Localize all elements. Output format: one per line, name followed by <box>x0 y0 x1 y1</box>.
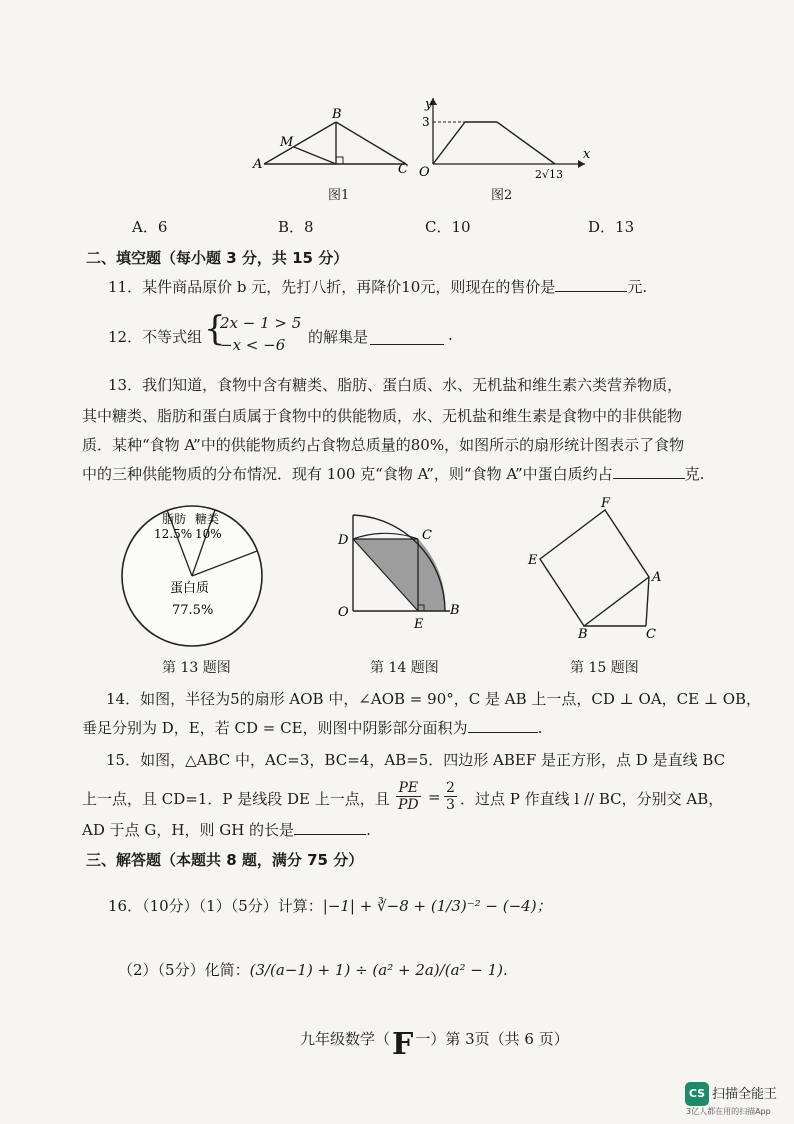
q15-line-3: AD 于点 G，H，则 GH 的长是 <box>82 821 295 839</box>
fig2-y-label: y <box>425 97 433 112</box>
question-15-line-3 <box>82 819 371 840</box>
q12-end: . <box>448 326 453 344</box>
fig2-origin: O <box>419 165 430 180</box>
pie-fat-label: 脂肪 <box>162 512 187 526</box>
figure-2 <box>415 92 595 204</box>
q15-fraction-2 <box>444 780 457 813</box>
q11-text: 11．某件商品原价 b 元，先打八折，再降价10元，则现在的售价是 <box>108 278 556 296</box>
footer-right: 一）第 3页（共 6 页） <box>415 1030 569 1048</box>
fig1-label-m: M <box>280 135 294 150</box>
figure-15 <box>522 496 672 641</box>
q10-option-d: D．13 <box>588 218 635 236</box>
question-13-last-line <box>82 463 704 484</box>
pie-chart <box>112 496 272 656</box>
q15-line-2a: 上一点，且 CD=1．P 是线段 DE 上一点，且 <box>82 790 390 808</box>
q14-answer-blank <box>468 718 538 733</box>
figure-14-drawing <box>330 504 470 634</box>
figure-15-drawing <box>522 496 672 641</box>
footer-left: 九年级数学（ <box>300 1030 391 1048</box>
pie-sugar-pct: 10% <box>195 527 222 541</box>
question-16-part-1 <box>108 895 552 916</box>
q10-option-b: B．8 <box>278 218 314 236</box>
fig15-label-f: F <box>601 496 611 511</box>
section-2-heading: 二、填空题（每小题 3 分，共 15 分） <box>86 249 349 267</box>
q13-line-3: 质．某种“食物 A”中的供能物质约占食物总质量的80%，如图所示的扇形统计图表示了食物 <box>82 436 685 454</box>
q14-line-1: 14．如图，半径为5的扇形 AOB 中，∠AOB = 90°，C 是 AB 上一点，CD ⊥ OA，CE ⊥ OB， <box>106 690 762 708</box>
q12-prefix: 12．不等式组 <box>108 328 203 346</box>
fig14-label-e: E <box>414 617 424 632</box>
q13-line-4: 中的三种供能物质的分布情况．现有 100 克“食物 A”，则“食物 A”中蛋白质约占 <box>82 465 613 483</box>
fig15-label-c: C <box>646 627 656 641</box>
q11-answer-blank <box>555 277 627 292</box>
q16-part1-prefix: 16．（10分）（1）（5分）计算： <box>108 897 323 915</box>
q12-answer-blank <box>370 330 444 345</box>
fig15-label-b: B <box>578 627 588 641</box>
scanner-subtitle: 3亿人都在用的扫描App <box>686 1107 771 1116</box>
q14-end: . <box>537 719 543 737</box>
q12-suffix: 的解集是 <box>308 328 369 346</box>
q15-eq: = <box>428 788 441 806</box>
q13-line-2: 其中糖类、脂肪和蛋白质属于食物中的供能物质，水、无机盐和维生素是食物中的非供能物 <box>82 407 683 425</box>
pie-protein-pct: 77.5% <box>172 603 214 618</box>
figure-14 <box>330 504 470 634</box>
fig1-caption: 图1 <box>328 188 350 203</box>
question-11 <box>108 276 647 297</box>
caption-14: 第 14 题图 <box>370 660 439 676</box>
q13-line-1: 13．我们知道，食物中含有糖类、脂肪、蛋白质、水、无机盐和维生素六类营养物质， <box>108 376 683 394</box>
fig14-label-d: D <box>338 533 349 548</box>
fig1-label-c: C <box>398 162 408 177</box>
q16-part1-expr: |−1| + ∛−8 + (1/3)⁻² − (−4)； <box>322 897 552 915</box>
q15-fraction <box>396 780 421 813</box>
q14-line-2: 垂足分别为 D，E，若 CD = CE，则图中阴影部分面积为 <box>82 719 468 737</box>
q15-frac-den: PD <box>398 797 419 813</box>
q12-line-1: 2x − 1 > 5 <box>220 314 302 332</box>
q13-unit: 克. <box>684 465 705 483</box>
pie-protein-label: 蛋白质 <box>170 581 210 596</box>
fig14-label-c: C <box>422 528 432 543</box>
q15-end: . <box>366 821 371 839</box>
fig15-label-a: A <box>652 570 662 585</box>
q16-part2-expr: (3/(a−1) + 1) ÷ (a² + 2a)/(a² − 1). <box>249 961 508 979</box>
fig14-label-b: B <box>450 603 460 618</box>
q15-line-2b: ．过点 P 作直线 l // BC，分别交 AB， <box>460 790 724 808</box>
q15-frac2-den: 3 <box>446 797 455 813</box>
pie-sugar-label: 糖类 <box>195 512 220 526</box>
question-16-part-2 <box>118 959 508 980</box>
fig2-three: 3 <box>422 115 430 129</box>
footer <box>300 1017 569 1062</box>
q11-unit: 元. <box>627 278 648 296</box>
fig15-label-e: E <box>528 553 538 568</box>
fig14-label-o: O <box>338 605 349 620</box>
q10-option-c: C．10 <box>425 218 471 236</box>
fig2-x-label: x <box>583 147 591 162</box>
caption-13: 第 13 题图 <box>162 660 231 676</box>
q15-answer-blank <box>294 820 366 835</box>
fig2-end-label: 2√13 <box>535 168 564 181</box>
section-3-heading: 三、解答题（本题共 8 题，满分 75 分） <box>86 851 364 869</box>
scanner-brand: 扫描全能王 <box>712 1087 778 1102</box>
pie-fat-pct: 12.5% <box>154 527 193 541</box>
question-14-line-2 <box>82 717 542 738</box>
figure-13-pie <box>112 496 272 656</box>
q15-frac-num: PE <box>396 780 421 797</box>
fig1-label-b: B <box>332 107 342 122</box>
q12-brace: { <box>204 309 226 349</box>
q15-line-1: 15．如图，△ABC 中，AC=3，BC=4，AB=5．四边形 ABEF 是正方形，点 D 是直线 BC <box>106 751 726 769</box>
q12-line-2: −x < −6 <box>220 336 286 354</box>
scanner-logo-icon: CS <box>685 1082 709 1106</box>
q16-part2-prefix: （2）（5分）化简： <box>118 961 250 979</box>
q10-option-a: A．6 <box>132 218 168 236</box>
q13-answer-blank <box>613 464 685 479</box>
q15-frac2-num: 2 <box>446 780 455 796</box>
caption-15: 第 15 题图 <box>570 660 639 676</box>
fig1-label-a: A <box>253 157 263 172</box>
footer-mark: F <box>392 1027 414 1062</box>
figure-1 <box>250 100 420 203</box>
fig2-caption: 图2 <box>491 188 513 203</box>
